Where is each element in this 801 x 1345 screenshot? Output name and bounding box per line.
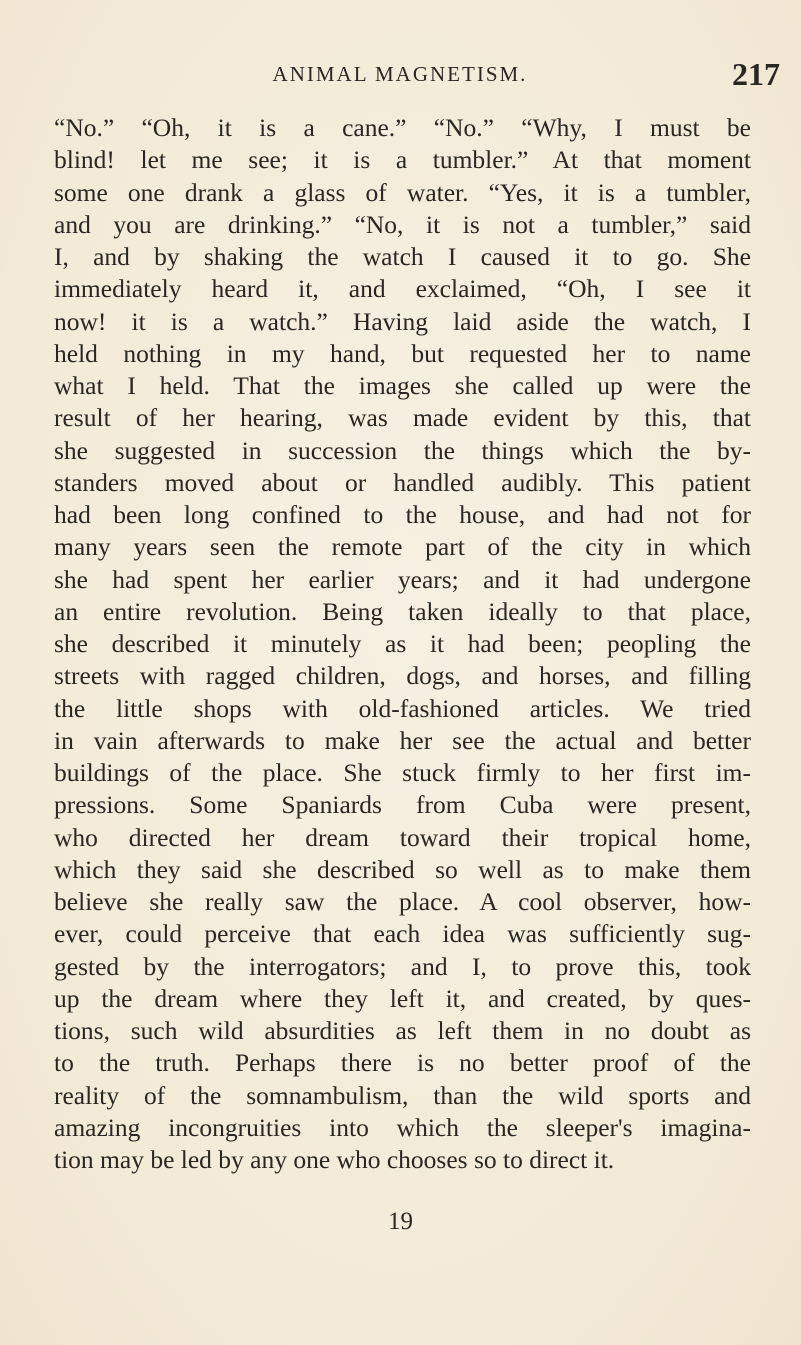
text-line: I, and by shaking the watch I caused it to go. She (54, 242, 751, 271)
text-line: tion may be led by any one who chooses so to direct it. (54, 1145, 615, 1174)
text-line: up the dream where they left it, and created, by ques- (54, 983, 751, 1013)
text-line: ever, could perceive that each idea was sufficiently sug- (54, 919, 751, 949)
text-line: which they said she described so well as to make them (54, 854, 751, 884)
text-line: believe she really saw the place. A cool observer, how- (54, 887, 751, 916)
text-line: the little shops with old-fashioned articles. We tried (54, 693, 751, 723)
text-line: standers moved about or handled audibly. This patient (54, 467, 751, 497)
text-line: what I held. That the images she called up were the (54, 371, 751, 400)
page-number: 217 (732, 56, 780, 92)
text-line: and you are drinking.” “No, it is not a tumbler,” said (54, 209, 751, 239)
text-line: to the truth. Perhaps there is no better proof of the (54, 1048, 751, 1078)
text-line: held nothing in my hand, but requested her to name (54, 338, 751, 368)
running-head (60, 56, 780, 102)
text-line: she described it minutely as it had been; peopling the (54, 629, 751, 658)
text-line: amazing incongruities into which the sleeper's imagina- (54, 1112, 751, 1142)
text-line: immediately heard it, and exclaimed, “Oh, I see it (54, 274, 751, 304)
signature-mark: 19 (388, 1208, 413, 1235)
body-text (54, 112, 751, 1176)
text-line: streets with ragged children, dogs, and horses, and filling (54, 661, 751, 691)
text-line: gested by the interrogators; and I, to prove this, took (54, 951, 751, 981)
text-line: blind! let me see; it is a tumbler.” At that moment (54, 145, 751, 175)
text-line: “No.” “Oh, it is a cane.” “No.” “Why, I must be (54, 113, 751, 142)
text-line: result of her hearing, was made evident by this, that (54, 403, 751, 433)
text-line: buildings of the place. She stuck firmly to her first im- (54, 758, 751, 787)
text-line: many years seen the remote part of the city in which (54, 532, 751, 562)
running-title: ANIMAL MAGNETISM. (272, 62, 528, 86)
text-line: she suggested in succession the things which the by- (54, 435, 751, 465)
text-line: pressions. Some Spaniards from Cuba were present, (54, 790, 751, 820)
text-line: who directed her dream toward their tropical home, (54, 822, 751, 852)
text-line: some one drank a glass of water. “Yes, it is a tumbler, (54, 177, 751, 207)
text-line: tions, such wild absurdities as left them in no doubt as (54, 1016, 751, 1045)
text-line: in vain afterwards to make her see the actual and better (54, 725, 751, 755)
text-line: now! it is a watch.” Having laid aside the watch, I (54, 306, 751, 336)
text-line: she had spent her earlier years; and it had undergone (54, 564, 751, 594)
text-line: reality of the somnambulism, than the wild sports and (54, 1080, 751, 1110)
text-line: an entire revolution. Being taken ideally to that place, (54, 596, 751, 626)
text-line: had been long confined to the house, and had not for (54, 500, 751, 529)
